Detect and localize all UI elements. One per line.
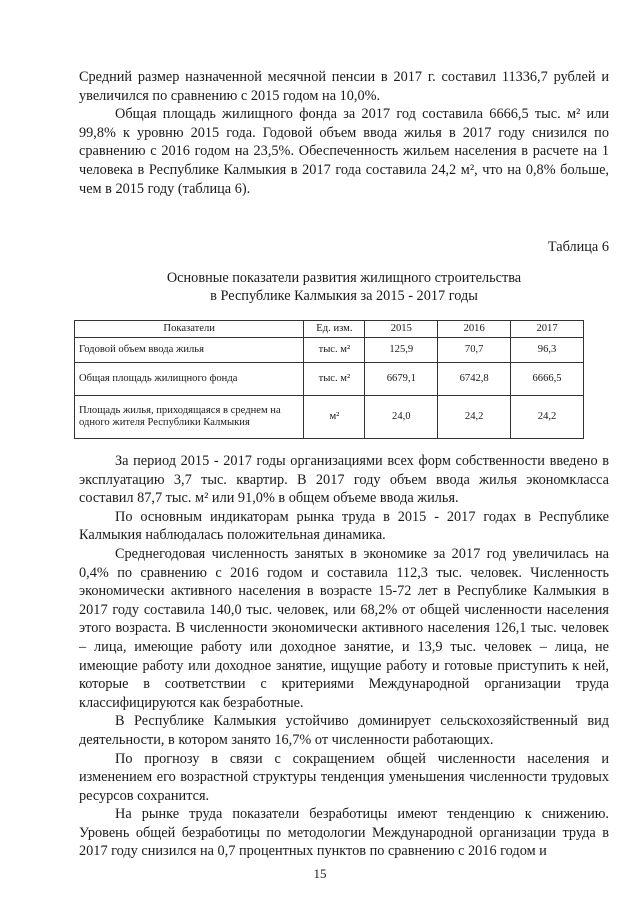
table-row <box>75 396 584 439</box>
cell-value: 24,0 <box>365 396 438 439</box>
cell-value: 6679,1 <box>365 363 438 396</box>
cell-value: 70,7 <box>438 338 511 363</box>
table-title-line-1: Основные показатели развития жилищного строительства <box>166 270 522 286</box>
cell-unit: м² <box>304 396 365 439</box>
page-number: 15 <box>313 866 327 881</box>
cell-value: 24,2 <box>511 396 584 439</box>
table-row <box>75 363 584 396</box>
table-row <box>75 338 584 363</box>
paragraph-forecast: По прогнозу в связи с сокращением общей численности населения и изменением его возрастной структуры тенденция уменьшения численности трудовых ресурсов сохранится. <box>79 750 609 804</box>
top-text-block <box>79 68 609 198</box>
bottom-text-block <box>79 452 609 861</box>
cell-value: 6666,5 <box>511 363 584 396</box>
table-caption: Таблица 6 <box>547 239 609 255</box>
cell-indicator: Площадь жилья, приходящаяся в среднем на одного жителя Республики Калмыкия <box>75 396 304 439</box>
cell-value: 6742,8 <box>438 363 511 396</box>
table-title <box>79 269 609 306</box>
header-2017: 2017 <box>511 321 584 338</box>
header-2015: 2015 <box>365 321 438 338</box>
paragraph-housing: Общая площадь жилищного фонда за 2017 год составила 6666,5 тыс. м² или 99,8% к уровню 2015 года. Годовой объем ввода жилья в 2017 году снизился по сравнению с 2016 годом на 23,5%. Обеспеченность жильем населения в расчете на 1 человека в Республике Калмыкия в 2017 года составила 24,2 м², что на 0,8% больше, чем в 2015 году (таблица 6). <box>79 106 609 197</box>
paragraph-labor-market: По основным индикаторам рынка труда в 2015 - 2017 годах в Республике Калмыкия наблюдалась положительная динамика. <box>79 508 609 544</box>
cell-unit: тыс. м² <box>304 363 365 396</box>
cell-indicator: Общая площадь жилищного фонда <box>75 363 304 396</box>
header-unit: Ед. изм. <box>304 321 365 338</box>
paragraph-apartments: За период 2015 - 2017 годы организациями всех форм собственности введено в эксплуатацию 3,7 тыс. квартир. В 2017 году объем ввода жилья экономкласса составил 87,7 тыс. м² или 91,0% в общем объеме ввода жилья. <box>79 453 609 507</box>
housing-stats-table <box>74 320 584 439</box>
paragraph-employment: Среднегодовая численность занятых в экономике за 2017 год увеличилась на 0,4% по сравнению с 2016 годом и составила 112,3 тыс. человек. Численность экономически активного населения в возрасте 15-72 лет в Республике Калмыкия в 2017 году составила 140,0 тыс. человек, или 68,2% от общей численности населения этого возраста. В численности экономически активного населения 126,1 тыс. человек – лица, имеющие работу или доходное занятие, и 13,9 тыс. человек – лица, не имеющие работу или доходное занятие, ищущие работу и готовые приступить к ней, которые в соответствии с критериями Международной организации труда классифицируются как безработные. <box>79 545 609 711</box>
cell-value: 125,9 <box>365 338 438 363</box>
table-header-row <box>75 321 584 338</box>
cell-indicator: Годовой объем ввода жилья <box>75 338 304 363</box>
table-title-line-2: в Республике Калмыкия за 2015 - 2017 годы <box>210 288 478 305</box>
header-indicator: Показатели <box>75 321 304 338</box>
paragraph-agriculture: В Республике Калмыкия устойчиво доминирует сельскохозяйственный вид деятельности, в котором занято 16,7% от численности работающих. <box>79 713 609 748</box>
paragraph-pension: Средний размер назначенной месячной пенсии в 2017 г. составил 11336,7 рублей и увеличился по сравнению с 2015 годом на 10,0%. <box>79 69 609 104</box>
cell-value: 24,2 <box>438 396 511 439</box>
paragraph-unemployment: На рынке труда показатели безработицы имеют тенденцию к снижению. Уровень общей безработицы по методологии Международной организации труда в 2017 году снизился на 0,7 процентных пунктов по сравнению с 2016 годом и <box>79 806 609 860</box>
header-2016: 2016 <box>438 321 511 338</box>
cell-unit: тыс. м² <box>304 338 365 363</box>
cell-value: 96,3 <box>511 338 584 363</box>
